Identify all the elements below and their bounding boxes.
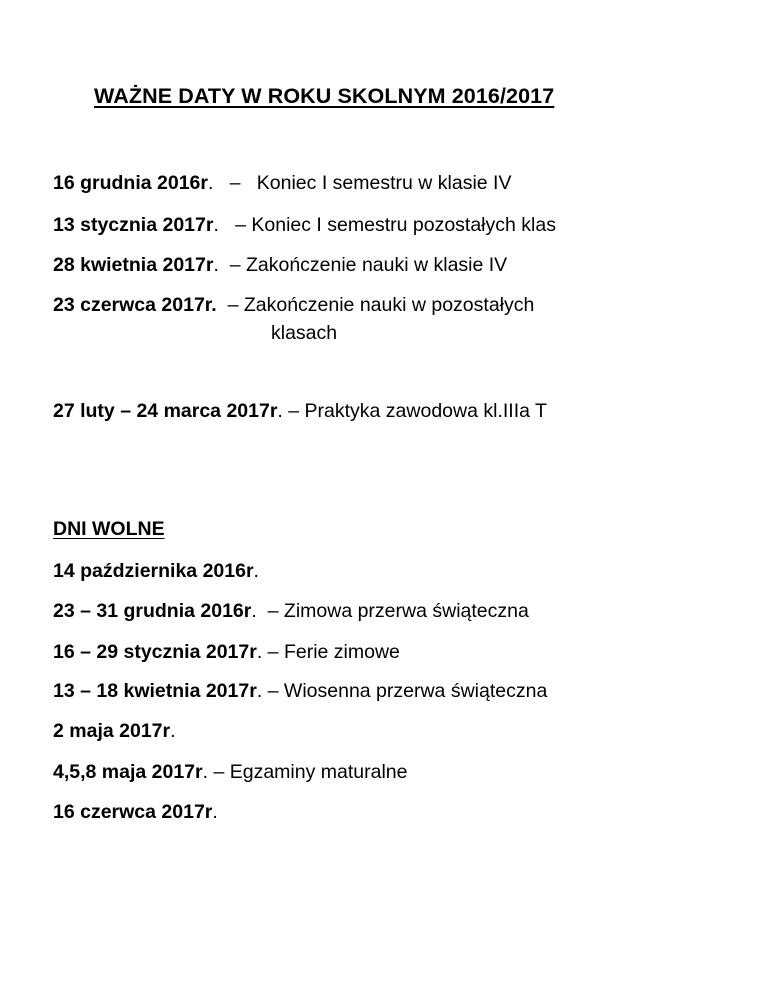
- entry-separator: . –: [213, 214, 252, 236]
- entry-date: 13 – 18 kwietnia 2017r: [53, 680, 257, 702]
- entry-separator: .: [170, 720, 176, 742]
- entry-date: 4,5,8 maja 2017r: [53, 761, 203, 783]
- entry-date: 23 czerwca 2017r.: [53, 294, 217, 316]
- day-off-entry: [53, 803, 218, 823]
- entry-separator: . –: [277, 400, 305, 422]
- entry-description: Praktyka zawodowa kl.IIIa T: [304, 400, 547, 422]
- date-entry: [53, 174, 511, 194]
- entry-separator: .: [253, 560, 259, 582]
- entry-date: 2 maja 2017r: [53, 720, 171, 742]
- day-off-entry: [53, 682, 547, 702]
- entry-separator: . –: [251, 600, 284, 622]
- date-entry: [53, 402, 547, 422]
- entry-description: Zakończenie nauki w klasie IV: [245, 254, 508, 276]
- entry-separator: . –: [256, 680, 284, 702]
- date-entry: [53, 256, 507, 276]
- entry-separator: . –: [213, 254, 246, 276]
- day-off-entry: [53, 602, 529, 622]
- entry-date: 13 stycznia 2017r: [53, 214, 214, 236]
- day-off-entry: [53, 562, 259, 582]
- entry-description: Wiosenna przerwa świąteczna: [283, 680, 548, 702]
- date-entry: [53, 296, 534, 316]
- entry-description: Zakończenie nauki w pozostałych: [243, 294, 535, 316]
- entry-date: 16 czerwca 2017r: [53, 801, 213, 823]
- entry-description: Koniec I semestru pozostałych klas: [251, 214, 556, 236]
- day-off-entry: [53, 643, 400, 663]
- entry-date: 16 – 29 stycznia 2017r: [53, 641, 257, 663]
- section-heading-days-off: DNI WOLNE: [53, 518, 165, 540]
- entry-date: 16 grudnia 2016r: [53, 172, 208, 194]
- entry-date: 14 października 2016r: [53, 560, 254, 582]
- entry-date: 23 – 31 grudnia 2016r: [53, 600, 252, 622]
- day-off-entry: [53, 722, 176, 742]
- day-off-entry: [53, 763, 407, 783]
- entry-separator: .: [212, 801, 218, 823]
- entry-date: 28 kwietnia 2017r: [53, 254, 214, 276]
- entry-separator: . –: [208, 172, 257, 194]
- entry-separator: . –: [202, 761, 230, 783]
- entry-description-continued: klasach: [271, 322, 338, 344]
- entry-description: Koniec I semestru w klasie IV: [256, 172, 512, 194]
- entry-description: Egzaminy maturalne: [229, 761, 408, 783]
- date-entry: [53, 216, 556, 236]
- entry-description: Zimowa przerwa świąteczna: [283, 600, 529, 622]
- entry-date: 27 luty – 24 marca 2017r: [53, 400, 278, 422]
- entry-description: Ferie zimowe: [283, 641, 400, 663]
- entry-separator: –: [216, 294, 244, 316]
- page-title: WAŻNE DATY W ROKU SKOLNYM 2016/2017: [94, 84, 555, 108]
- entry-separator: . –: [256, 641, 284, 663]
